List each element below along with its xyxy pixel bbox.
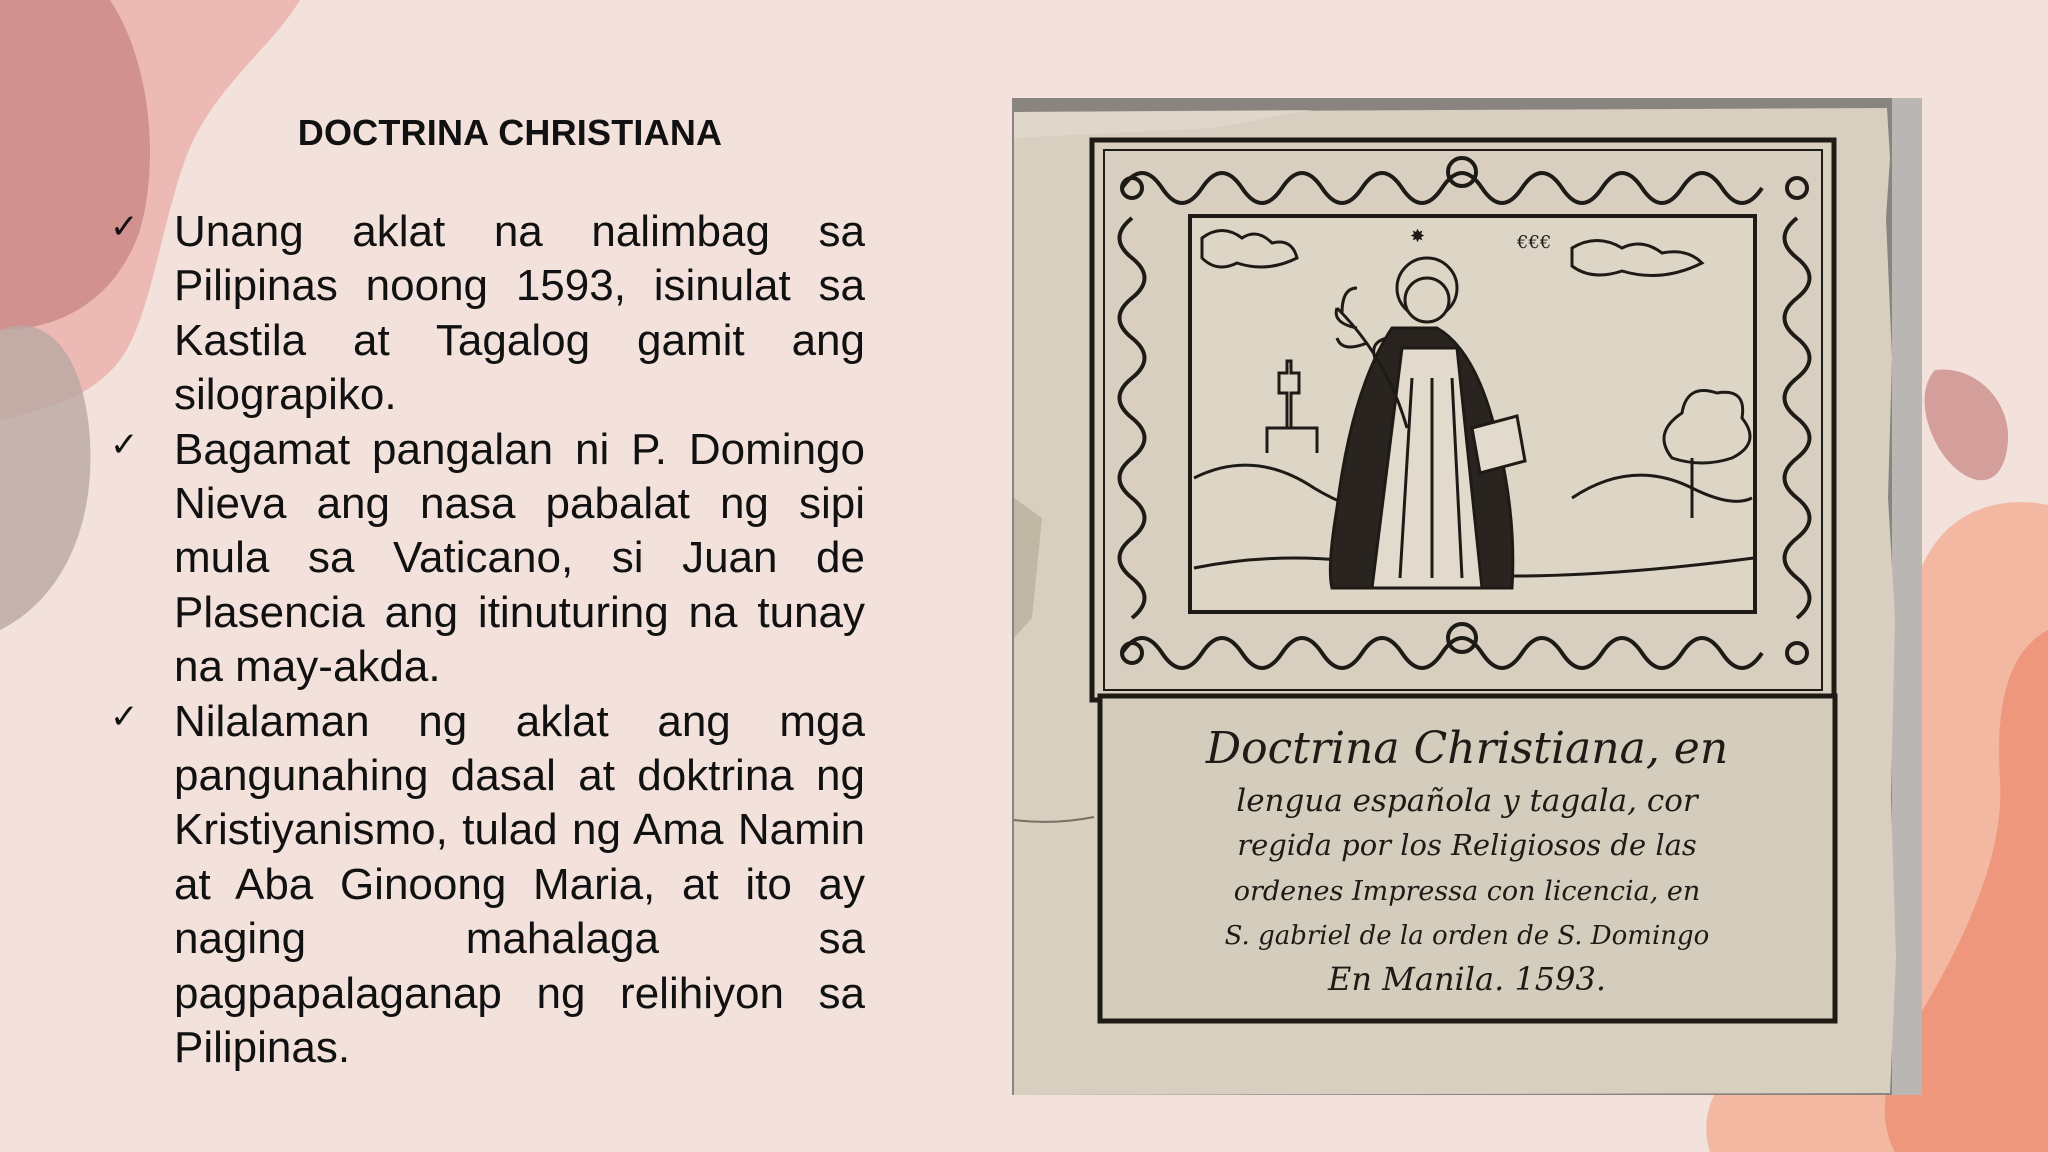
bullet-text: Nilalaman ng aklat ang mga pangunahing dasal at doktrina ng Kristiyanismo, tulad ng Ama Namin at Aba Ginoong Maria, at ito ay naging mahalaga sa pagpapalaganap ng relihiyon sa Pilipinas. <box>174 696 865 1073</box>
caption-line: regida por los Religiosos de las <box>1237 828 1697 862</box>
bullet-item <box>110 695 865 1076</box>
caption-line: lengua española y tagala, cor <box>1236 783 1698 819</box>
bullet-text: Unang aklat na nalimbag sa Pilipinas noong 1593, isinulat sa Kastila at Tagalog gamit ang silograpiko. <box>174 207 865 420</box>
star-icon: ✸ <box>1410 226 1426 247</box>
bullet-text: Bagamat pangalan ni P. Domingo Nieva ang nasa pabalat ng sipi mula sa Vaticano, si Juan de Plasencia ang itinuturing na tunay na may-akda. <box>174 424 865 692</box>
check-icon: ✓ <box>110 424 139 465</box>
doctrina-christiana-cover-image <box>1012 98 1922 1095</box>
check-icon: ✓ <box>110 207 139 247</box>
saint-head <box>1405 278 1449 322</box>
caption-line: ordenes Impressa con licencia, en <box>1233 876 1701 907</box>
bullet-item <box>110 423 865 695</box>
bullet-list <box>110 205 865 1076</box>
check-icon: ✓ <box>110 696 139 737</box>
caption-line: S. gabriel de la orden de S. Domingo <box>1224 921 1710 951</box>
caption-line: En Manila. 1593. <box>1327 960 1607 998</box>
caption-line: Doctrina Christiana, en <box>1205 723 1729 774</box>
image-frame-right-edge <box>1892 98 1922 1095</box>
book <box>1472 416 1525 473</box>
rose-blob-right <box>1925 370 2009 481</box>
bullet-item <box>110 205 865 423</box>
slide-title: DOCTRINA CHRISTIANA <box>297 112 723 153</box>
scene-marks: €€€ <box>1517 232 1552 253</box>
